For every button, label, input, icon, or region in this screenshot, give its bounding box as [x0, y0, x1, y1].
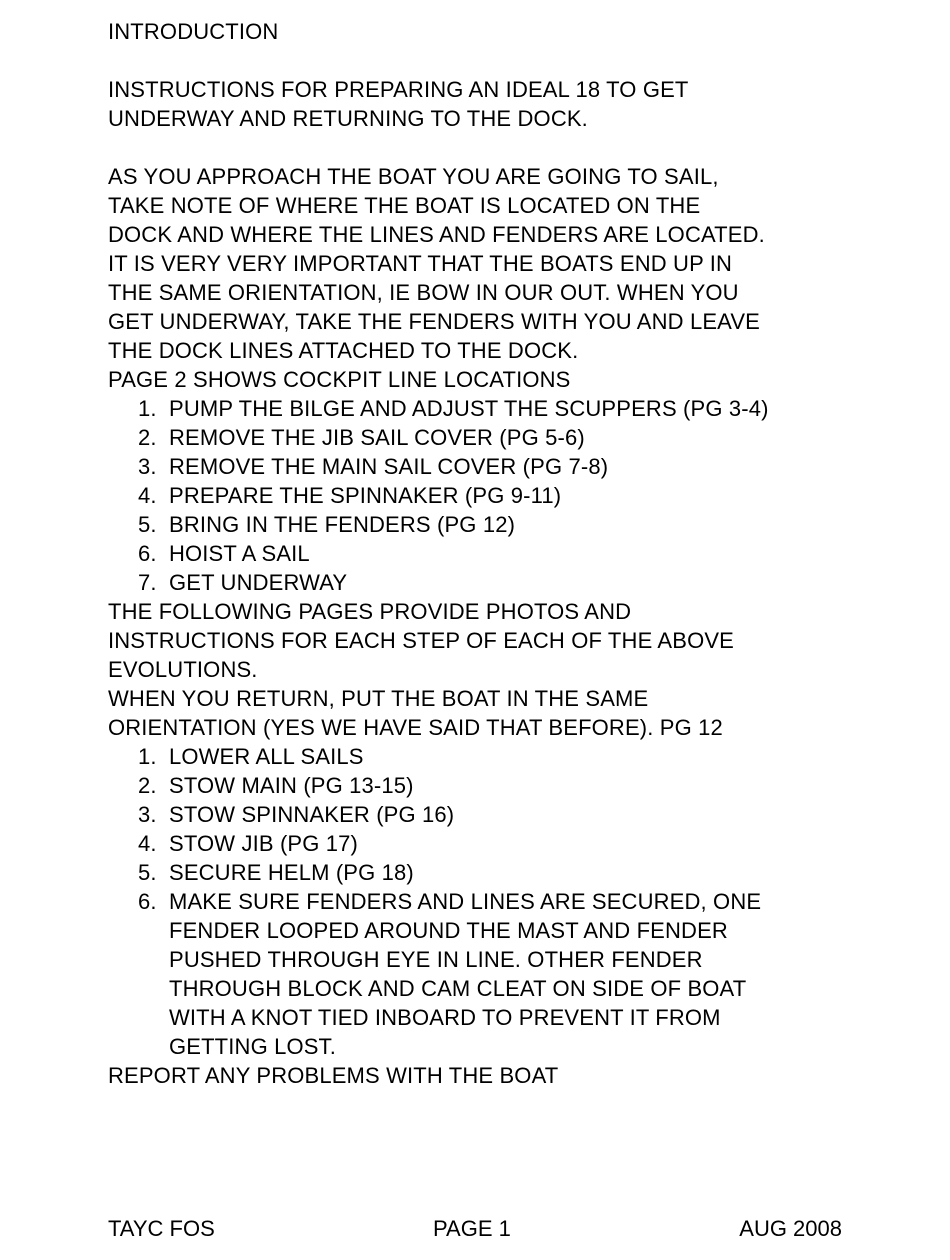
list-item-text: SECURE HELM (PG 18) — [169, 860, 414, 885]
list-item-text: PUSHED THROUGH EYE IN LINE. OTHER FENDER — [169, 947, 703, 972]
list-item-text: STOW SPINNAKER (PG 16) — [169, 802, 455, 827]
footer-left: TAYC FOS — [108, 1216, 215, 1241]
list-item-text: FENDER LOOPED AROUND THE MAST AND FENDER — [169, 918, 728, 943]
list-number: 2. — [138, 425, 157, 450]
list-number: 1. — [138, 744, 157, 769]
text-line: THE DOCK LINES ATTACHED TO THE DOCK. — [108, 338, 579, 363]
text-line: EVOLUTIONS. — [108, 657, 258, 682]
text-line: THE FOLLOWING PAGES PROVIDE PHOTOS AND — [108, 599, 632, 624]
text-line: GET UNDERWAY, TAKE THE FENDERS WITH YOU AND LEAVE — [108, 309, 761, 334]
text-line: UNDERWAY AND RETURNING TO THE DOCK. — [108, 106, 588, 131]
blank-line — [108, 133, 769, 162]
list-item-text: GET UNDERWAY — [169, 570, 348, 595]
footer-page-number: PAGE 1 — [433, 1216, 511, 1241]
list-item-line — [108, 887, 769, 916]
list-item-text: THROUGH BLOCK AND CAM CLEAT ON SIDE OF BOAT — [169, 976, 747, 1001]
text-line: PAGE 2 SHOWS COCKPIT LINE LOCATIONS — [108, 367, 571, 392]
paragraph — [108, 365, 769, 394]
list-number: 4. — [138, 831, 157, 856]
list-item-text: GETTING LOST. — [169, 1034, 336, 1059]
list-item-text: REMOVE THE MAIN SAIL COVER (PG 7-8) — [169, 454, 609, 479]
list-item — [108, 742, 769, 771]
document-body — [108, 17, 769, 1090]
list-item-line — [108, 452, 769, 481]
list-item-text: BRING IN THE FENDERS (PG 12) — [169, 512, 516, 537]
blank-line — [108, 46, 769, 75]
list-item-line — [108, 858, 769, 887]
list-number: 6. — [138, 889, 157, 914]
list-item — [108, 568, 769, 597]
list-item-text: STOW JIB (PG 17) — [169, 831, 359, 856]
list-item-text: WITH A KNOT TIED INBOARD TO PREVENT IT FROM — [169, 1005, 721, 1030]
list-item — [108, 887, 769, 1061]
text-line: REPORT ANY PROBLEMS WITH THE BOAT — [108, 1063, 559, 1088]
list-item — [108, 394, 769, 423]
paragraph — [108, 75, 769, 133]
list-item-text: HOIST A SAIL — [169, 541, 310, 566]
list-item — [108, 423, 769, 452]
text-line: DOCK AND WHERE THE LINES AND FENDERS ARE LOCATED. — [108, 222, 765, 247]
list-number: 5. — [138, 860, 157, 885]
list-item-line — [108, 916, 769, 945]
text-line: IT IS VERY VERY IMPORTANT THAT THE BOATS END UP IN — [108, 251, 733, 276]
text-line: INTRODUCTION — [108, 19, 279, 44]
text-line: WHEN YOU RETURN, PUT THE BOAT IN THE SAME — [108, 686, 649, 711]
text-line: TAKE NOTE OF WHERE THE BOAT IS LOCATED ON THE — [108, 193, 701, 218]
list-item — [108, 539, 769, 568]
list-item-text: REMOVE THE JIB SAIL COVER (PG 5-6) — [169, 425, 585, 450]
list-item-text: MAKE SURE FENDERS AND LINES ARE SECURED, ONE — [169, 889, 762, 914]
list-item-line — [108, 1032, 769, 1061]
list-number: 3. — [138, 802, 157, 827]
list-item-line — [108, 539, 769, 568]
list-item-line — [108, 771, 769, 800]
list-item — [108, 800, 769, 829]
list-item-line — [108, 481, 769, 510]
list-number: 4. — [138, 483, 157, 508]
list-item-line — [108, 1003, 769, 1032]
list-number: 2. — [138, 773, 157, 798]
list-item-line — [108, 800, 769, 829]
list-item-text: PUMP THE BILGE AND ADJUST THE SCUPPERS (PG 3-4) — [169, 396, 769, 421]
list-number: 6. — [138, 541, 157, 566]
text-line: ORIENTATION (YES WE HAVE SAID THAT BEFORE). PG 12 — [108, 715, 723, 740]
numbered-list — [108, 742, 769, 1061]
list-number: 7. — [138, 570, 157, 595]
list-item-line — [108, 568, 769, 597]
text-line: THE SAME ORIENTATION, IE BOW IN OUR OUT. WHEN YOU — [108, 280, 739, 305]
list-number: 1. — [138, 396, 157, 421]
list-item — [108, 452, 769, 481]
list-item — [108, 829, 769, 858]
list-item — [108, 510, 769, 539]
list-item-line — [108, 945, 769, 974]
list-item-line — [108, 423, 769, 452]
list-item — [108, 771, 769, 800]
paragraph — [108, 597, 769, 684]
paragraph — [108, 17, 769, 46]
list-item-text: STOW MAIN (PG 13-15) — [169, 773, 414, 798]
list-item-line — [108, 829, 769, 858]
list-item-text: LOWER ALL SAILS — [169, 744, 364, 769]
list-item-line — [108, 742, 769, 771]
list-item — [108, 481, 769, 510]
paragraph — [108, 162, 769, 365]
text-line: AS YOU APPROACH THE BOAT YOU ARE GOING TO SAIL, — [108, 164, 719, 189]
footer-date: AUG 2008 — [739, 1216, 842, 1241]
paragraph — [108, 684, 769, 742]
list-number: 3. — [138, 454, 157, 479]
text-line: INSTRUCTIONS FOR PREPARING AN IDEAL 18 TO GET — [108, 77, 689, 102]
list-number: 5. — [138, 512, 157, 537]
text-line: INSTRUCTIONS FOR EACH STEP OF EACH OF THE ABOVE — [108, 628, 734, 653]
list-item-line — [108, 510, 769, 539]
list-item-line — [108, 394, 769, 423]
paragraph — [108, 1061, 769, 1090]
list-item-text: PREPARE THE SPINNAKER (PG 9-11) — [169, 483, 562, 508]
numbered-list — [108, 394, 769, 597]
list-item — [108, 858, 769, 887]
list-item-line — [108, 974, 769, 1003]
